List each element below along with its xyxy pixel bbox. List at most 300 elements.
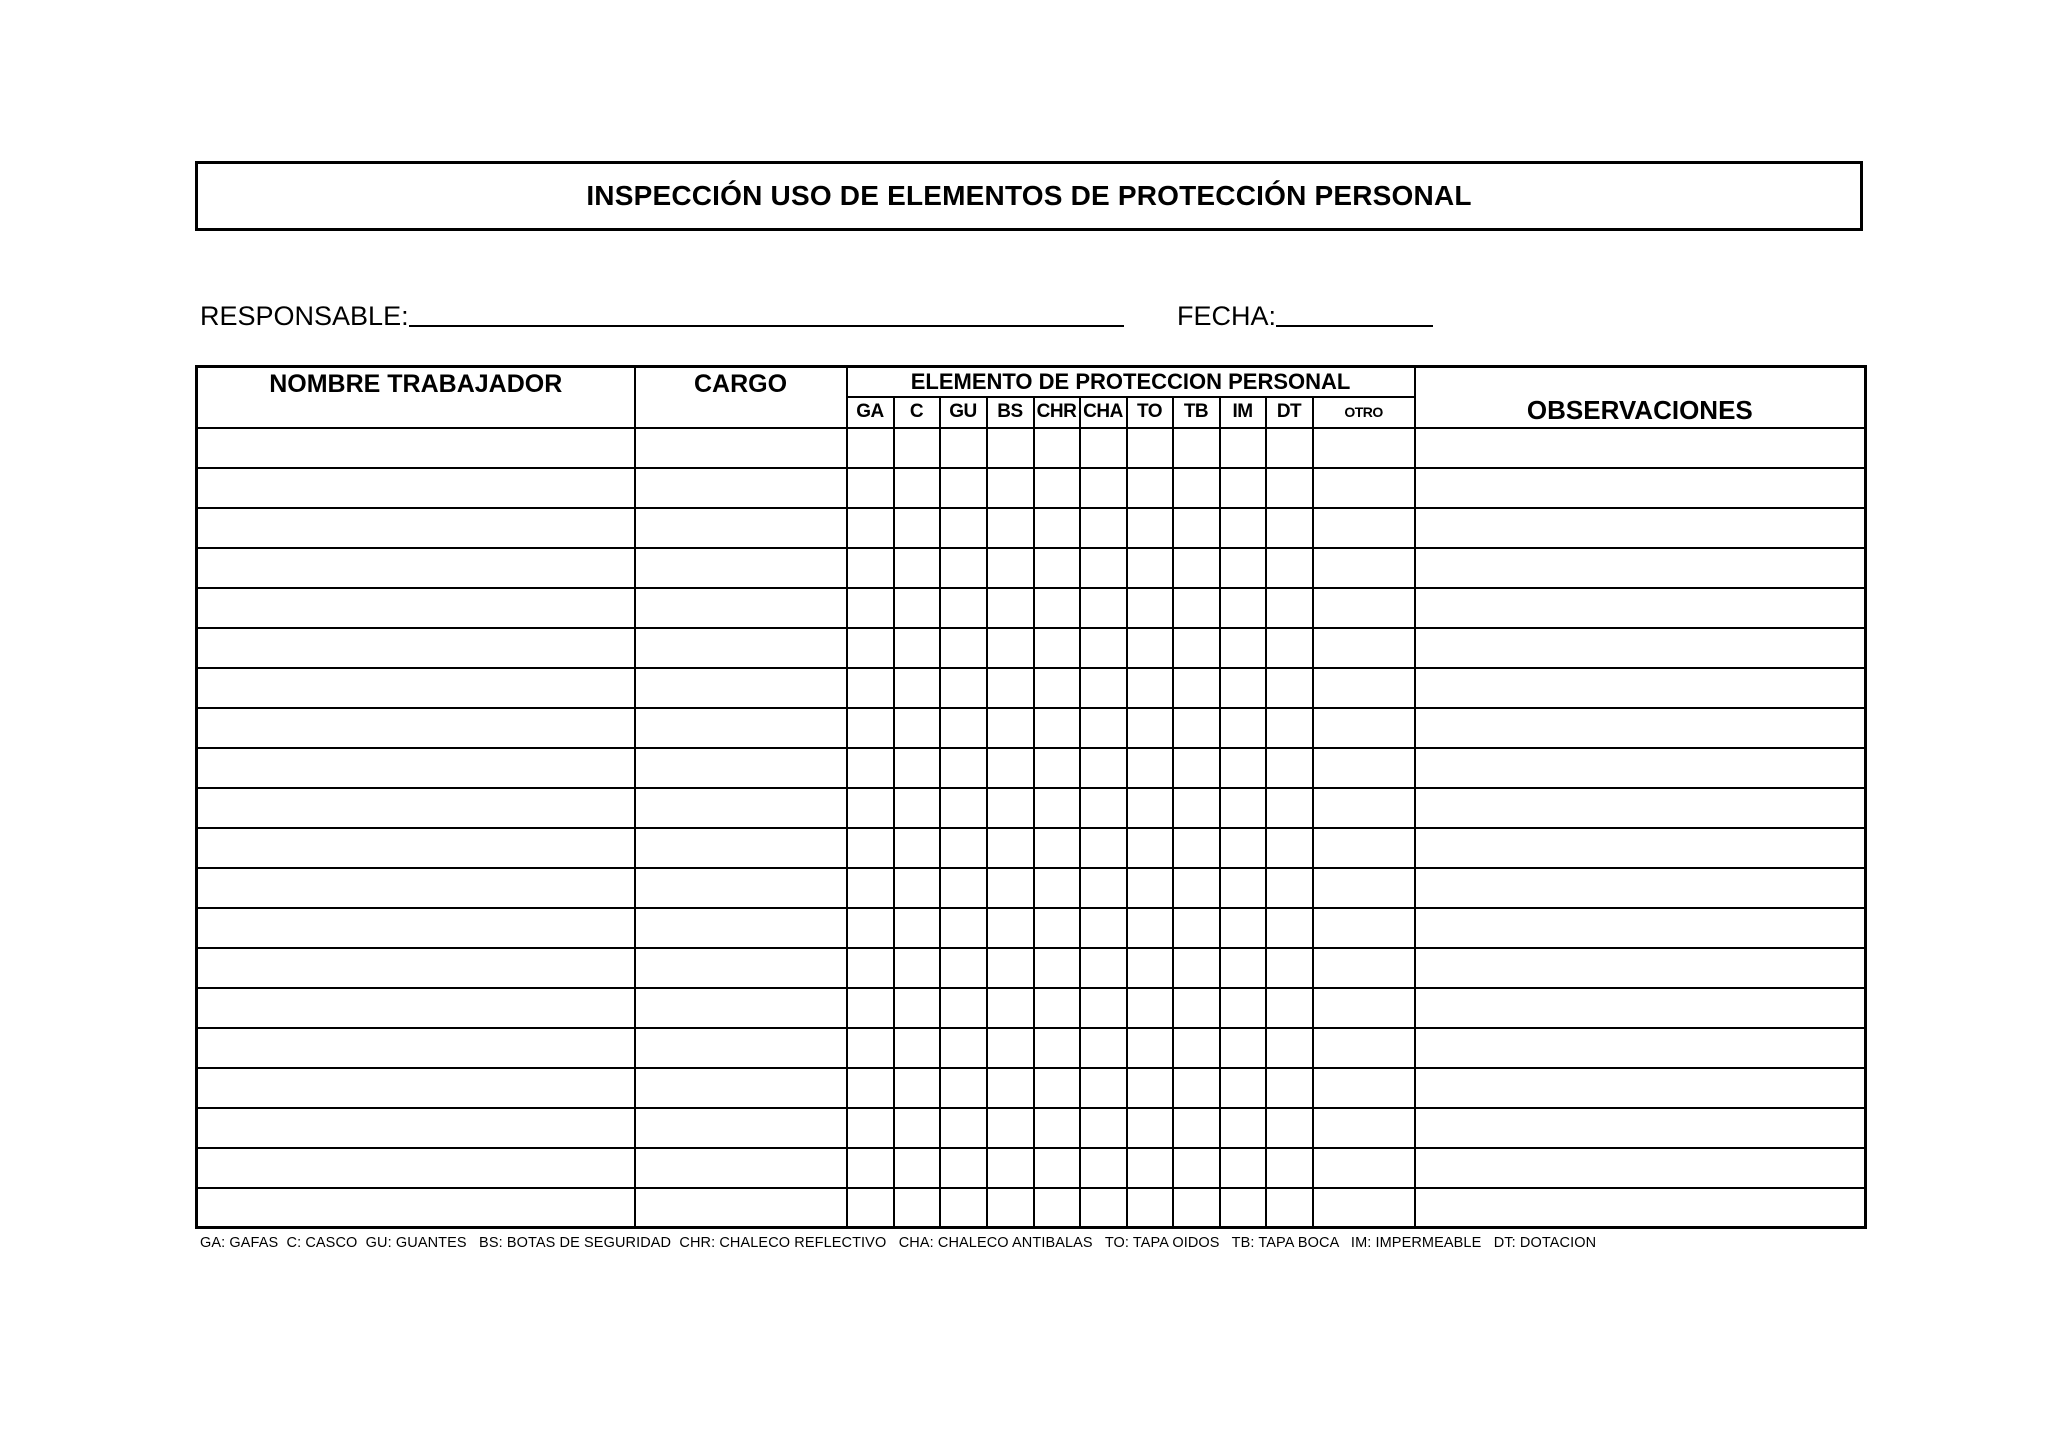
cell-bs[interactable] xyxy=(987,1028,1034,1068)
cell-gu[interactable] xyxy=(940,668,987,708)
cell-c[interactable] xyxy=(894,948,940,988)
cell-nombre[interactable] xyxy=(197,628,635,668)
cell-cargo[interactable] xyxy=(635,1028,847,1068)
cell-cha[interactable] xyxy=(1080,988,1127,1028)
cell-dt[interactable] xyxy=(1266,628,1313,668)
cell-otro[interactable] xyxy=(1313,668,1415,708)
cell-dt[interactable] xyxy=(1266,668,1313,708)
cell-to[interactable] xyxy=(1127,1068,1173,1108)
cell-otro[interactable] xyxy=(1313,1068,1415,1108)
cell-tb[interactable] xyxy=(1173,748,1220,788)
cell-im[interactable] xyxy=(1220,868,1266,908)
cell-c[interactable] xyxy=(894,628,940,668)
cell-bs[interactable] xyxy=(987,788,1034,828)
cell-dt[interactable] xyxy=(1266,708,1313,748)
cell-chr[interactable] xyxy=(1034,788,1080,828)
cell-chr[interactable] xyxy=(1034,868,1080,908)
cell-tb[interactable] xyxy=(1173,428,1220,468)
cell-c[interactable] xyxy=(894,668,940,708)
responsable-label: RESPONSABLE: xyxy=(200,301,409,331)
cell-bs[interactable] xyxy=(987,1188,1034,1228)
cell-to[interactable] xyxy=(1127,508,1173,548)
cell-cha[interactable] xyxy=(1080,548,1127,588)
cell-nombre[interactable] xyxy=(197,1068,635,1108)
cell-gu[interactable] xyxy=(940,828,987,868)
cell-nombre[interactable] xyxy=(197,668,635,708)
cell-gu[interactable] xyxy=(940,988,987,1028)
cell-cha[interactable] xyxy=(1080,1108,1127,1148)
cell-chr[interactable] xyxy=(1034,748,1080,788)
cell-ga[interactable] xyxy=(847,1068,894,1108)
cell-c[interactable] xyxy=(894,1068,940,1108)
cell-dt[interactable] xyxy=(1266,828,1313,868)
cell-to[interactable] xyxy=(1127,588,1173,628)
cell-to[interactable] xyxy=(1127,708,1173,748)
cell-ga[interactable] xyxy=(847,1028,894,1068)
cell-bs[interactable] xyxy=(987,1148,1034,1188)
cell-bs[interactable] xyxy=(987,628,1034,668)
cell-observaciones[interactable] xyxy=(1415,828,1866,868)
cell-im[interactable] xyxy=(1220,1068,1266,1108)
cell-im[interactable] xyxy=(1220,1188,1266,1228)
cell-ga[interactable] xyxy=(847,468,894,508)
cell-c[interactable] xyxy=(894,908,940,948)
cell-cha[interactable] xyxy=(1080,668,1127,708)
cell-cargo[interactable] xyxy=(635,948,847,988)
cell-to[interactable] xyxy=(1127,828,1173,868)
cell-cha[interactable] xyxy=(1080,1188,1127,1228)
table-row xyxy=(197,1108,1866,1148)
cell-to[interactable] xyxy=(1127,948,1173,988)
cell-ga[interactable] xyxy=(847,788,894,828)
cell-bs[interactable] xyxy=(987,588,1034,628)
cell-cargo[interactable] xyxy=(635,588,847,628)
cell-observaciones[interactable] xyxy=(1415,988,1866,1028)
cell-gu[interactable] xyxy=(940,1028,987,1068)
cell-tb[interactable] xyxy=(1173,1188,1220,1228)
cell-observaciones[interactable] xyxy=(1415,588,1866,628)
cell-observaciones[interactable] xyxy=(1415,628,1866,668)
cell-nombre[interactable] xyxy=(197,748,635,788)
cell-otro[interactable] xyxy=(1313,748,1415,788)
cell-chr[interactable] xyxy=(1034,628,1080,668)
cell-im[interactable] xyxy=(1220,948,1266,988)
cell-ga[interactable] xyxy=(847,868,894,908)
cell-nombre[interactable] xyxy=(197,1148,635,1188)
cell-to[interactable] xyxy=(1127,1028,1173,1068)
cell-nombre[interactable] xyxy=(197,1108,635,1148)
cell-observaciones[interactable] xyxy=(1415,508,1866,548)
cell-tb[interactable] xyxy=(1173,868,1220,908)
fecha-input-line[interactable] xyxy=(1276,295,1433,327)
cell-tb[interactable] xyxy=(1173,988,1220,1028)
cell-cha[interactable] xyxy=(1080,1028,1127,1068)
cell-dt[interactable] xyxy=(1266,468,1313,508)
cell-gu[interactable] xyxy=(940,908,987,948)
cell-cargo[interactable] xyxy=(635,1068,847,1108)
cell-c[interactable] xyxy=(894,708,940,748)
header-code-to: TO xyxy=(1127,397,1173,428)
cell-otro[interactable] xyxy=(1313,1188,1415,1228)
cell-otro[interactable] xyxy=(1313,428,1415,468)
cell-cargo[interactable] xyxy=(635,908,847,948)
cell-observaciones[interactable] xyxy=(1415,428,1866,468)
cell-nombre[interactable] xyxy=(197,868,635,908)
cell-ga[interactable] xyxy=(847,988,894,1028)
cell-chr[interactable] xyxy=(1034,1148,1080,1188)
cell-cha[interactable] xyxy=(1080,948,1127,988)
cell-cha[interactable] xyxy=(1080,788,1127,828)
cell-dt[interactable] xyxy=(1266,1108,1313,1148)
cell-gu[interactable] xyxy=(940,588,987,628)
cell-c[interactable] xyxy=(894,1028,940,1068)
cell-dt[interactable] xyxy=(1266,788,1313,828)
cell-ga[interactable] xyxy=(847,628,894,668)
cell-tb[interactable] xyxy=(1173,1108,1220,1148)
cell-otro[interactable] xyxy=(1313,508,1415,548)
cell-cargo[interactable] xyxy=(635,468,847,508)
cell-otro[interactable] xyxy=(1313,468,1415,508)
cell-nombre[interactable] xyxy=(197,428,635,468)
cell-cargo[interactable] xyxy=(635,748,847,788)
cell-cha[interactable] xyxy=(1080,628,1127,668)
cell-bs[interactable] xyxy=(987,868,1034,908)
cell-cha[interactable] xyxy=(1080,828,1127,868)
cell-chr[interactable] xyxy=(1034,988,1080,1028)
cell-gu[interactable] xyxy=(940,708,987,748)
cell-dt[interactable] xyxy=(1266,948,1313,988)
cell-im[interactable] xyxy=(1220,708,1266,748)
cell-gu[interactable] xyxy=(940,1148,987,1188)
cell-nombre[interactable] xyxy=(197,508,635,548)
cell-observaciones[interactable] xyxy=(1415,668,1866,708)
cell-im[interactable] xyxy=(1220,748,1266,788)
cell-otro[interactable] xyxy=(1313,628,1415,668)
header-code-chr: CHR xyxy=(1034,397,1080,428)
cell-dt[interactable] xyxy=(1266,508,1313,548)
cell-observaciones[interactable] xyxy=(1415,708,1866,748)
cell-cargo[interactable] xyxy=(635,708,847,748)
cell-to[interactable] xyxy=(1127,1108,1173,1148)
cell-gu[interactable] xyxy=(940,468,987,508)
cell-chr[interactable] xyxy=(1034,1068,1080,1108)
cell-otro[interactable] xyxy=(1313,788,1415,828)
cell-observaciones[interactable] xyxy=(1415,788,1866,828)
cell-observaciones[interactable] xyxy=(1415,1028,1866,1068)
cell-nombre[interactable] xyxy=(197,788,635,828)
cell-dt[interactable] xyxy=(1266,908,1313,948)
cell-cha[interactable] xyxy=(1080,748,1127,788)
cell-otro[interactable] xyxy=(1313,908,1415,948)
cell-bs[interactable] xyxy=(987,428,1034,468)
cell-chr[interactable] xyxy=(1034,1028,1080,1068)
cell-chr[interactable] xyxy=(1034,548,1080,588)
table-row xyxy=(197,868,1866,908)
cell-chr[interactable] xyxy=(1034,668,1080,708)
cell-im[interactable] xyxy=(1220,788,1266,828)
cell-observaciones[interactable] xyxy=(1415,1108,1866,1148)
header-code-ga: GA xyxy=(847,397,894,428)
table-row xyxy=(197,828,1866,868)
cell-ga[interactable] xyxy=(847,828,894,868)
cell-gu[interactable] xyxy=(940,628,987,668)
cell-bs[interactable] xyxy=(987,548,1034,588)
cell-cargo[interactable] xyxy=(635,788,847,828)
cell-dt[interactable] xyxy=(1266,1028,1313,1068)
cell-im[interactable] xyxy=(1220,508,1266,548)
cell-cargo[interactable] xyxy=(635,508,847,548)
cell-cargo[interactable] xyxy=(635,1148,847,1188)
header-nombre-trabajador: NOMBRE TRABAJADOR xyxy=(197,367,635,428)
cell-to[interactable] xyxy=(1127,668,1173,708)
cell-cha[interactable] xyxy=(1080,908,1127,948)
cell-to[interactable] xyxy=(1127,908,1173,948)
fecha-field xyxy=(1177,293,1433,331)
cell-c[interactable] xyxy=(894,428,940,468)
cell-tb[interactable] xyxy=(1173,1148,1220,1188)
cell-chr[interactable] xyxy=(1034,468,1080,508)
table-row xyxy=(197,508,1866,548)
cell-dt[interactable] xyxy=(1266,988,1313,1028)
cell-to[interactable] xyxy=(1127,748,1173,788)
cell-gu[interactable] xyxy=(940,1188,987,1228)
cell-cargo[interactable] xyxy=(635,668,847,708)
cell-im[interactable] xyxy=(1220,1148,1266,1188)
cell-ga[interactable] xyxy=(847,508,894,548)
cell-cha[interactable] xyxy=(1080,708,1127,748)
cell-observaciones[interactable] xyxy=(1415,948,1866,988)
cell-chr[interactable] xyxy=(1034,908,1080,948)
cell-cargo[interactable] xyxy=(635,868,847,908)
cell-c[interactable] xyxy=(894,868,940,908)
cell-ga[interactable] xyxy=(847,708,894,748)
cell-bs[interactable] xyxy=(987,1108,1034,1148)
form-title-box xyxy=(195,161,1863,231)
cell-to[interactable] xyxy=(1127,1188,1173,1228)
cell-bs[interactable] xyxy=(987,748,1034,788)
cell-observaciones[interactable] xyxy=(1415,1188,1866,1228)
cell-nombre[interactable] xyxy=(197,588,635,628)
cell-otro[interactable] xyxy=(1313,948,1415,988)
cell-observaciones[interactable] xyxy=(1415,1068,1866,1108)
cell-tb[interactable] xyxy=(1173,948,1220,988)
cell-gu[interactable] xyxy=(940,948,987,988)
cell-c[interactable] xyxy=(894,1188,940,1228)
cell-dt[interactable] xyxy=(1266,1148,1313,1188)
cell-ga[interactable] xyxy=(847,1148,894,1188)
cell-nombre[interactable] xyxy=(197,828,635,868)
cell-dt[interactable] xyxy=(1266,1188,1313,1228)
cell-dt[interactable] xyxy=(1266,868,1313,908)
cell-im[interactable] xyxy=(1220,988,1266,1028)
cell-to[interactable] xyxy=(1127,468,1173,508)
cell-tb[interactable] xyxy=(1173,508,1220,548)
cell-otro[interactable] xyxy=(1313,1028,1415,1068)
table-row xyxy=(197,988,1866,1028)
cell-im[interactable] xyxy=(1220,1108,1266,1148)
cell-cargo[interactable] xyxy=(635,628,847,668)
cell-bs[interactable] xyxy=(987,468,1034,508)
cell-tb[interactable] xyxy=(1173,708,1220,748)
cell-nombre[interactable] xyxy=(197,468,635,508)
cell-nombre[interactable] xyxy=(197,908,635,948)
cell-gu[interactable] xyxy=(940,868,987,908)
cell-dt[interactable] xyxy=(1266,548,1313,588)
cell-cha[interactable] xyxy=(1080,428,1127,468)
cell-gu[interactable] xyxy=(940,748,987,788)
cell-bs[interactable] xyxy=(987,708,1034,748)
cell-otro[interactable] xyxy=(1313,1108,1415,1148)
cell-bs[interactable] xyxy=(987,1068,1034,1108)
cell-im[interactable] xyxy=(1220,828,1266,868)
cell-observaciones[interactable] xyxy=(1415,908,1866,948)
cell-chr[interactable] xyxy=(1034,828,1080,868)
cell-c[interactable] xyxy=(894,508,940,548)
cell-tb[interactable] xyxy=(1173,828,1220,868)
cell-dt[interactable] xyxy=(1266,1068,1313,1108)
cell-tb[interactable] xyxy=(1173,1068,1220,1108)
cell-otro[interactable] xyxy=(1313,708,1415,748)
cell-gu[interactable] xyxy=(940,508,987,548)
header-code-otro: OTRO xyxy=(1313,397,1415,428)
cell-otro[interactable] xyxy=(1313,828,1415,868)
cell-chr[interactable] xyxy=(1034,428,1080,468)
cell-ga[interactable] xyxy=(847,1188,894,1228)
cell-nombre[interactable] xyxy=(197,548,635,588)
cell-to[interactable] xyxy=(1127,1148,1173,1188)
cell-im[interactable] xyxy=(1220,588,1266,628)
cell-otro[interactable] xyxy=(1313,988,1415,1028)
cell-ga[interactable] xyxy=(847,908,894,948)
cell-to[interactable] xyxy=(1127,628,1173,668)
cell-ga[interactable] xyxy=(847,668,894,708)
cell-cargo[interactable] xyxy=(635,1188,847,1228)
cell-bs[interactable] xyxy=(987,908,1034,948)
cell-chr[interactable] xyxy=(1034,508,1080,548)
cell-chr[interactable] xyxy=(1034,1108,1080,1148)
cell-otro[interactable] xyxy=(1313,868,1415,908)
cell-im[interactable] xyxy=(1220,908,1266,948)
cell-ga[interactable] xyxy=(847,748,894,788)
cell-im[interactable] xyxy=(1220,1028,1266,1068)
cell-to[interactable] xyxy=(1127,868,1173,908)
cell-im[interactable] xyxy=(1220,428,1266,468)
cell-cha[interactable] xyxy=(1080,508,1127,548)
header-code-cha: CHA xyxy=(1080,397,1127,428)
cell-dt[interactable] xyxy=(1266,748,1313,788)
cell-cargo[interactable] xyxy=(635,1108,847,1148)
cell-cha[interactable] xyxy=(1080,1148,1127,1188)
cell-cha[interactable] xyxy=(1080,588,1127,628)
cell-c[interactable] xyxy=(894,588,940,628)
cell-bs[interactable] xyxy=(987,508,1034,548)
cell-observaciones[interactable] xyxy=(1415,748,1866,788)
cell-ga[interactable] xyxy=(847,1108,894,1148)
cell-chr[interactable] xyxy=(1034,588,1080,628)
cell-c[interactable] xyxy=(894,988,940,1028)
cell-nombre[interactable] xyxy=(197,1188,635,1228)
cell-ga[interactable] xyxy=(847,948,894,988)
cell-gu[interactable] xyxy=(940,428,987,468)
cell-nombre[interactable] xyxy=(197,1028,635,1068)
cell-dt[interactable] xyxy=(1266,588,1313,628)
cell-gu[interactable] xyxy=(940,1108,987,1148)
cell-c[interactable] xyxy=(894,1108,940,1148)
cell-cha[interactable] xyxy=(1080,468,1127,508)
cell-ga[interactable] xyxy=(847,548,894,588)
cell-im[interactable] xyxy=(1220,548,1266,588)
cell-observaciones[interactable] xyxy=(1415,468,1866,508)
cell-chr[interactable] xyxy=(1034,708,1080,748)
cell-cargo[interactable] xyxy=(635,428,847,468)
table-row xyxy=(197,628,1866,668)
cell-otro[interactable] xyxy=(1313,548,1415,588)
cell-cargo[interactable] xyxy=(635,548,847,588)
cell-bs[interactable] xyxy=(987,668,1034,708)
cell-otro[interactable] xyxy=(1313,588,1415,628)
cell-im[interactable] xyxy=(1220,468,1266,508)
cell-tb[interactable] xyxy=(1173,548,1220,588)
cell-observaciones[interactable] xyxy=(1415,548,1866,588)
cell-c[interactable] xyxy=(894,748,940,788)
responsable-input-line[interactable] xyxy=(409,295,1124,327)
cell-chr[interactable] xyxy=(1034,948,1080,988)
cell-gu[interactable] xyxy=(940,788,987,828)
cell-tb[interactable] xyxy=(1173,788,1220,828)
cell-observaciones[interactable] xyxy=(1415,868,1866,908)
cell-im[interactable] xyxy=(1220,668,1266,708)
cell-ga[interactable] xyxy=(847,428,894,468)
header-code-im: IM xyxy=(1220,397,1266,428)
cell-to[interactable] xyxy=(1127,428,1173,468)
cell-ga[interactable] xyxy=(847,588,894,628)
cell-nombre[interactable] xyxy=(197,708,635,748)
cell-im[interactable] xyxy=(1220,628,1266,668)
cell-c[interactable] xyxy=(894,788,940,828)
cell-cargo[interactable] xyxy=(635,988,847,1028)
cell-dt[interactable] xyxy=(1266,428,1313,468)
cell-nombre[interactable] xyxy=(197,988,635,1028)
cell-c[interactable] xyxy=(894,1148,940,1188)
cell-tb[interactable] xyxy=(1173,1028,1220,1068)
cell-bs[interactable] xyxy=(987,988,1034,1028)
cell-bs[interactable] xyxy=(987,948,1034,988)
cell-observaciones[interactable] xyxy=(1415,1148,1866,1188)
header-observaciones: OBSERVACIONES xyxy=(1415,367,1866,428)
cell-gu[interactable] xyxy=(940,1068,987,1108)
cell-bs[interactable] xyxy=(987,828,1034,868)
cell-to[interactable] xyxy=(1127,788,1173,828)
cell-cha[interactable] xyxy=(1080,1068,1127,1108)
cell-cargo[interactable] xyxy=(635,828,847,868)
cell-c[interactable] xyxy=(894,828,940,868)
cell-tb[interactable] xyxy=(1173,668,1220,708)
cell-chr[interactable] xyxy=(1034,1188,1080,1228)
cell-otro[interactable] xyxy=(1313,1148,1415,1188)
cell-tb[interactable] xyxy=(1173,908,1220,948)
cell-cha[interactable] xyxy=(1080,868,1127,908)
cell-c[interactable] xyxy=(894,548,940,588)
cell-tb[interactable] xyxy=(1173,468,1220,508)
cell-tb[interactable] xyxy=(1173,588,1220,628)
cell-to[interactable] xyxy=(1127,988,1173,1028)
cell-tb[interactable] xyxy=(1173,628,1220,668)
table-row xyxy=(197,468,1866,508)
cell-c[interactable] xyxy=(894,468,940,508)
cell-gu[interactable] xyxy=(940,548,987,588)
cell-nombre[interactable] xyxy=(197,948,635,988)
cell-to[interactable] xyxy=(1127,548,1173,588)
